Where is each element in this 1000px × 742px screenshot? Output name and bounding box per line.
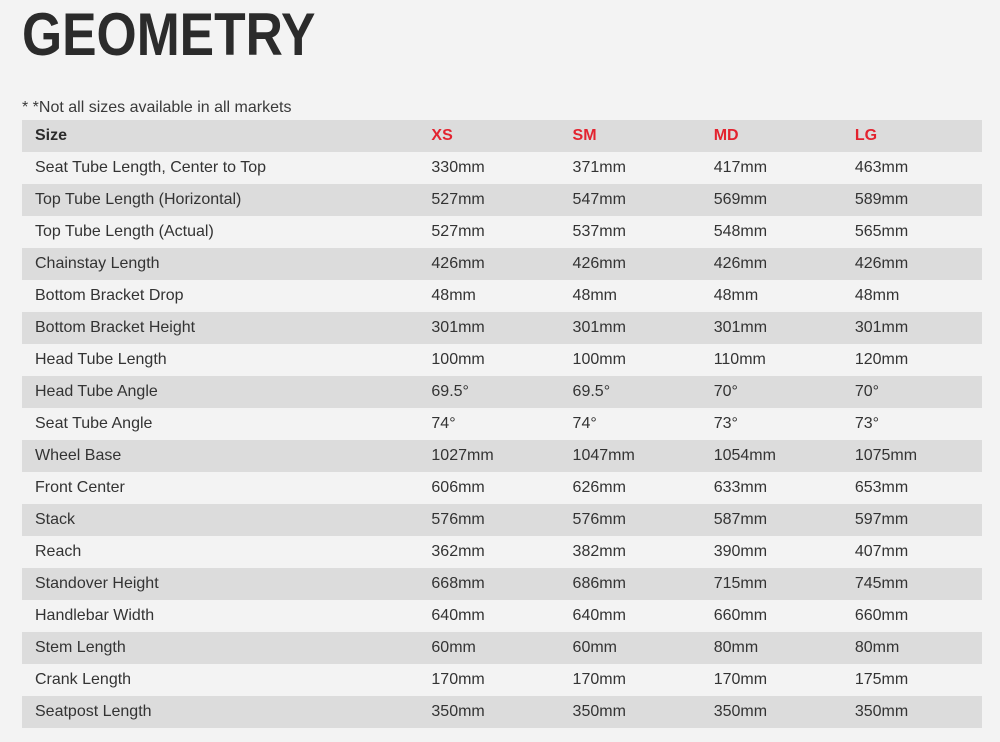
cell-value: 1054mm (713, 447, 776, 464)
cell-value: 1027mm (431, 447, 494, 464)
row-label: Bottom Bracket Drop (35, 287, 184, 304)
cell-value: 100mm (431, 351, 485, 368)
row-label: Reach (35, 543, 82, 560)
cell-value: 548mm (713, 223, 768, 240)
table-row (22, 664, 982, 696)
cell-value: 170mm (572, 671, 626, 688)
header-size-xs: XS (431, 127, 453, 144)
table-row (22, 312, 982, 344)
cell-value: 350mm (713, 703, 768, 720)
table-row (22, 344, 982, 376)
table-body (22, 152, 982, 728)
cell-value: 73° (713, 415, 738, 432)
table-row (22, 408, 982, 440)
cell-value: 589mm (854, 191, 909, 208)
table-row (22, 216, 982, 248)
cell-value: 170mm (713, 671, 768, 688)
table-row (22, 248, 982, 280)
cell-value: 426mm (572, 255, 626, 272)
cell-value: 69.5° (572, 383, 611, 400)
cell-value: 527mm (431, 223, 485, 240)
cell-value: 527mm (431, 191, 485, 208)
cell-value: 301mm (431, 319, 485, 336)
cell-value: 301mm (572, 319, 626, 336)
cell-value: 426mm (431, 255, 485, 272)
cell-value: 73° (854, 415, 880, 432)
cell-value: 547mm (572, 191, 626, 208)
cell-value: 74° (572, 415, 597, 432)
table-row (22, 504, 982, 536)
table-row (22, 376, 982, 408)
cell-value: 1075mm (854, 447, 918, 464)
cell-value: 330mm (431, 159, 485, 176)
cell-value: 745mm (854, 575, 909, 592)
cell-value: 668mm (431, 575, 485, 592)
cell-value: 70° (713, 383, 738, 400)
cell-value: 463mm (854, 159, 909, 176)
header-size-sm: SM (572, 127, 597, 144)
availability-note: * *Not all sizes available in all markets (22, 99, 292, 116)
header-size-md: MD (713, 127, 739, 144)
row-label: Standover Height (35, 575, 159, 592)
cell-value: 417mm (713, 159, 768, 176)
cell-value: 170mm (431, 671, 485, 688)
cell-value: 301mm (854, 319, 909, 336)
cell-value: 640mm (431, 607, 485, 624)
cell-value: 426mm (713, 255, 768, 272)
row-label: Crank Length (35, 671, 132, 688)
cell-value: 362mm (431, 543, 485, 560)
cell-value: 74° (431, 415, 456, 432)
cell-value: 640mm (572, 607, 626, 624)
header-size-label: Size (35, 127, 68, 144)
row-label: Stack (35, 511, 76, 528)
table-row (22, 696, 982, 728)
row-label: Head Tube Angle (35, 383, 158, 400)
table-row (22, 568, 982, 600)
cell-value: 576mm (431, 511, 485, 528)
cell-value: 350mm (572, 703, 626, 720)
cell-value: 69.5° (431, 383, 469, 400)
cell-value: 715mm (713, 575, 768, 592)
cell-value: 350mm (854, 703, 909, 720)
cell-value: 60mm (431, 639, 476, 656)
cell-value: 587mm (713, 511, 768, 528)
header-size-lg: LG (854, 127, 878, 144)
cell-value: 175mm (854, 671, 909, 688)
cell-value: 48mm (854, 287, 900, 304)
cell-value: 382mm (572, 543, 626, 560)
row-label: Seat Tube Length, Center to Top (35, 159, 266, 176)
row-label: Bottom Bracket Height (35, 319, 196, 336)
cell-value: 537mm (572, 223, 626, 240)
cell-value: 48mm (572, 287, 617, 304)
cell-value: 80mm (713, 639, 759, 656)
cell-value: 100mm (572, 351, 626, 368)
cell-value: 606mm (431, 479, 485, 496)
table-row (22, 184, 982, 216)
cell-value: 569mm (713, 191, 768, 208)
cell-value: 653mm (854, 479, 909, 496)
cell-value: 660mm (854, 607, 909, 624)
table-row (22, 600, 982, 632)
row-label: Handlebar Width (35, 607, 155, 624)
cell-value: 301mm (713, 319, 768, 336)
cell-value: 626mm (572, 479, 626, 496)
table-row (22, 632, 982, 664)
cell-value: 80mm (854, 639, 900, 656)
cell-value: 565mm (854, 223, 909, 240)
cell-value: 597mm (854, 511, 909, 528)
table-row (22, 152, 982, 184)
row-label: Top Tube Length (Horizontal) (35, 191, 242, 208)
table-row (22, 440, 982, 472)
row-label: Stem Length (35, 639, 126, 656)
row-label: Chainstay Length (35, 255, 160, 272)
table-row (22, 280, 982, 312)
cell-value: 660mm (713, 607, 768, 624)
row-label: Front Center (35, 479, 125, 496)
cell-value: 407mm (854, 543, 909, 560)
cell-value: 426mm (854, 255, 909, 272)
cell-value: 60mm (572, 639, 617, 656)
cell-value: 350mm (431, 703, 485, 720)
cell-value: 1047mm (572, 447, 635, 464)
cell-value: 686mm (572, 575, 626, 592)
cell-value: 70° (854, 383, 880, 400)
row-label: Wheel Base (35, 447, 122, 464)
cell-value: 390mm (713, 543, 768, 560)
table-row (22, 472, 982, 504)
table-header-row (22, 120, 982, 152)
page-title: GEOMETRY (22, 1, 316, 68)
geometry-table (22, 120, 982, 728)
row-label: Seat Tube Angle (35, 415, 153, 432)
row-label: Top Tube Length (Actual) (35, 223, 214, 240)
cell-value: 576mm (572, 511, 626, 528)
cell-value: 120mm (854, 351, 909, 368)
table-row (22, 536, 982, 568)
cell-value: 633mm (713, 479, 768, 496)
cell-value: 110mm (713, 351, 766, 368)
cell-value: 371mm (572, 159, 626, 176)
row-label: Seatpost Length (35, 703, 152, 720)
cell-value: 48mm (713, 287, 759, 304)
row-label: Head Tube Length (35, 351, 167, 368)
cell-value: 48mm (431, 287, 476, 304)
